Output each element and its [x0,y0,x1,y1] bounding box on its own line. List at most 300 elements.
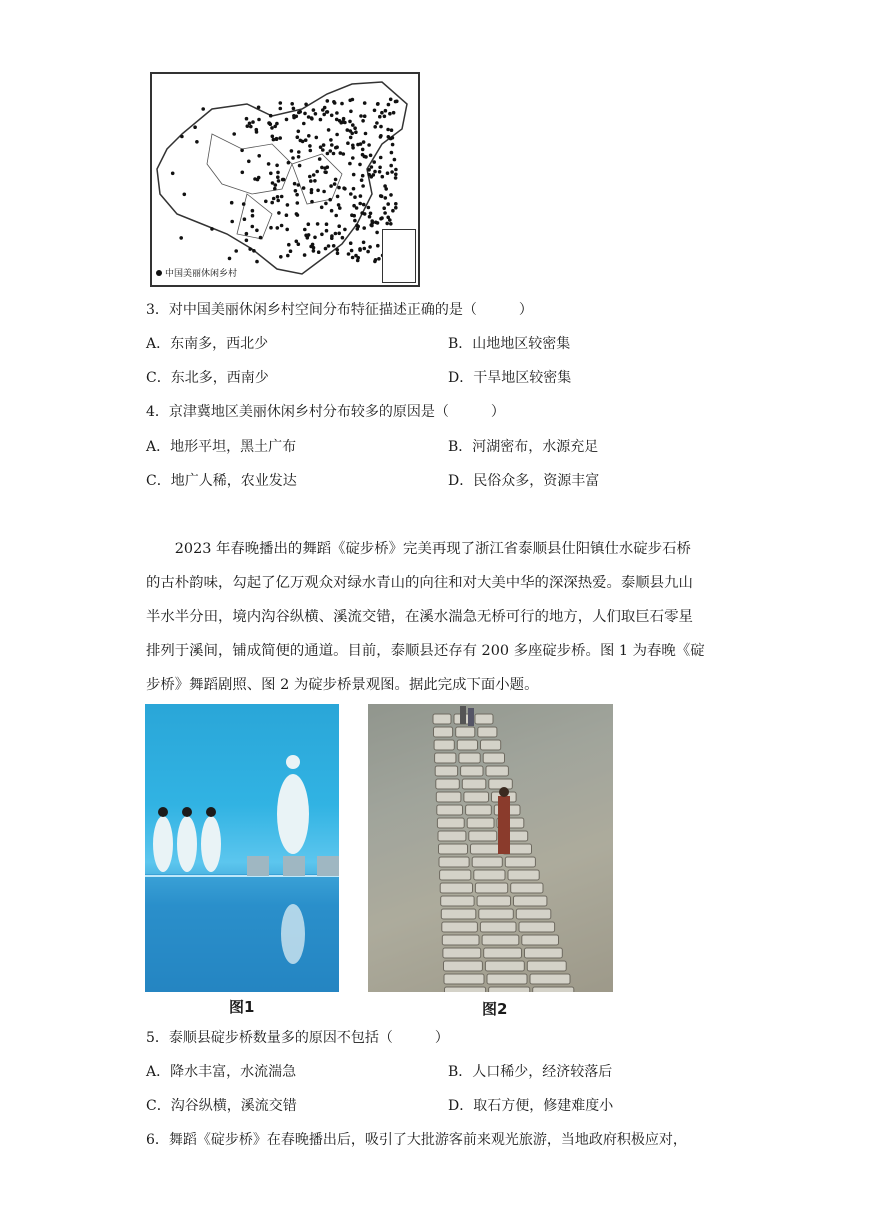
village-dot [272,138,276,142]
village-dot [297,242,301,246]
village-dot [278,136,282,140]
village-dot [366,250,370,254]
village-dot [378,170,382,174]
village-dot [326,99,330,103]
stepping-stone [485,961,524,971]
village-dot [325,222,329,226]
village-dot [335,248,339,252]
village-dot [303,253,307,257]
passage-line-1: 2023 年春晚播出的舞蹈《碇步桥》完美再现了浙江省泰顺县仕阳镇仕水碇步石桥 [146,541,691,557]
village-dot [269,226,273,230]
village-dot [352,173,356,177]
village-dot [337,224,341,228]
village-dot [394,176,398,180]
village-dot [279,101,283,105]
stepping-stone [457,740,477,750]
village-dot [317,250,321,254]
stepping-stone [466,805,492,815]
village-dot [259,236,263,240]
stepping-stone [522,935,559,945]
village-dot [251,214,255,218]
village-dot [316,189,320,193]
village-dot [303,228,307,232]
stepping-stone [459,753,480,763]
village-dot [286,254,290,258]
village-dot [312,173,316,177]
village-dot [335,133,339,137]
village-dot [383,211,387,215]
stepping-stone [516,909,551,919]
village-dot [195,140,199,144]
village-dot [275,164,279,168]
village-dot [379,194,383,198]
village-dot [388,112,392,116]
q4-option-b[interactable]: B．河湖密布，水源充足 [448,439,599,455]
passage-line-3: 半水半分田，境内沟谷纵横、溪流交错，在溪水湍急无桥可行的地方，人们取巨石零星 [146,609,693,625]
village-dot [232,132,236,136]
stepping-stone [438,831,466,841]
passage-line-5: 步桥》舞蹈剧照、图 2 为碇步桥景观图。据此完成下面小题。 [146,677,539,693]
village-dot [329,138,333,142]
q5-option-c[interactable]: C．沟谷纵横，溪流交错 [146,1098,297,1114]
passage-line-2: 的古朴韵味，勾起了亿万观众对绿水青山的向往和对大美中华的深深热爱。泰顺县九山 [146,575,693,591]
village-dot [373,109,377,113]
village-dot [295,193,299,197]
map-legend-label: 中国美丽休闲乡村 [165,269,238,279]
village-dot [389,164,393,168]
village-dot [335,111,339,115]
village-dot [276,199,280,203]
village-dot [322,143,326,147]
village-dot [375,121,379,125]
village-dot [394,202,398,206]
village-dot [307,134,311,138]
stepping-stone [489,987,530,992]
village-dot [276,171,280,175]
stepping-stone [434,740,454,750]
village-dot [332,152,336,156]
south-sea-inset [382,229,416,283]
village-dot [307,222,311,226]
village-dot [303,112,307,116]
village-dot [308,175,312,179]
figure-2-caption: 图2 [482,1000,508,1018]
village-dot [387,103,391,107]
village-dot [341,120,345,124]
village-dot [330,114,334,118]
stepping-stone [475,883,507,893]
village-dot [362,241,366,245]
village-dot [363,247,367,251]
village-dot [349,241,353,245]
village-dot [349,110,353,114]
village-dot [255,128,259,132]
stepping-stone [442,935,479,945]
village-dot [279,107,283,111]
stepping-stone [433,714,451,724]
q5-option-d[interactable]: D．取石方便，修建难度小 [448,1098,614,1114]
village-dot [321,108,325,112]
passage-line-4: 排列于溪间，铺成简便的通道。目前，泰顺县还存有 200 多座碇步桥。图 1 为春晚《碇 [146,643,705,659]
village-dot [247,160,251,164]
village-dot [334,178,338,182]
village-dot [339,151,343,155]
village-dot [318,157,322,161]
stepping-stone [471,844,500,854]
village-dot [379,156,383,160]
stepping-stone [440,883,472,893]
village-dot [276,175,280,179]
village-dot [392,111,396,115]
village-dot [382,206,386,210]
village-dot [367,143,371,147]
village-dot [350,132,354,136]
village-dot [248,122,252,126]
village-dot [325,229,329,233]
village-dot [340,102,344,106]
village-dot [285,228,289,232]
village-dot [327,244,331,248]
village-dot [249,125,253,129]
village-dot [273,187,277,191]
village-dot [363,155,367,159]
village-dot [330,236,334,240]
village-dot [310,116,314,120]
village-dot [394,206,398,210]
stepping-stone [461,766,483,776]
village-dot [390,170,394,174]
village-dot [394,100,398,104]
q3-option-d[interactable]: D．干旱地区较密集 [448,370,572,386]
question-6-stem: 6．舞蹈《碇步桥》在春晚播出后，吸引了大批游客前来观光旅游，当地政府积极应对， [146,1132,687,1148]
village-dot [316,222,320,226]
stepping-stone [489,779,513,789]
village-dot [351,156,355,160]
village-dot [245,239,249,243]
village-dot [326,110,330,114]
village-dot [373,125,377,129]
village-dot [356,259,360,263]
stepping-stone [505,857,535,867]
village-dot [241,171,245,175]
village-dot [276,195,280,199]
village-dot [248,247,252,251]
village-dot [321,148,325,152]
stepping-stone [482,935,519,945]
village-dot [361,148,365,152]
village-dot [287,243,291,247]
village-dot [356,225,360,229]
q3-option-b[interactable]: B．山地地区较密集 [448,336,571,352]
village-dot [287,161,291,165]
village-dot [377,257,381,261]
stepping-stone [464,792,489,802]
village-dot [297,155,301,159]
village-dot [330,209,334,213]
question-3-stem: 3．对中国美丽休闲乡村空间分布特征描述正确的是（ ） [146,302,533,318]
village-dot [391,209,395,213]
village-dot [272,197,276,201]
village-dot [388,218,392,222]
village-dot [304,138,308,142]
village-dot [390,128,394,132]
village-dot [354,254,358,258]
village-dot [383,115,387,119]
village-dot [294,189,298,193]
village-dot [307,233,311,237]
village-dot [312,108,316,112]
village-dot [334,232,338,236]
village-dot [389,193,393,197]
village-dot [370,219,374,223]
figure-1-dance-photo [145,704,339,992]
village-dot [315,170,319,174]
village-dot [312,249,316,253]
q4-option-d[interactable]: D．民俗众多，资源丰富 [448,473,600,489]
village-dot [361,184,365,188]
village-dot [375,231,379,235]
stepping-stone [444,974,484,984]
stepping-stone [472,857,502,867]
stepping-stone [525,948,563,958]
village-dot [295,115,299,119]
village-dot [295,212,299,216]
figure-2-bridge-photo [368,704,613,992]
map-legend [156,266,237,279]
village-dot [257,106,261,110]
village-dot [352,187,356,191]
village-dot [351,123,355,127]
village-dot [351,146,355,150]
village-dot [351,256,355,260]
q3-option-c[interactable]: C．东北多，西南少 [146,370,269,386]
village-dot [267,162,271,166]
village-dot [384,187,388,191]
village-dot [285,213,289,217]
village-dot [391,136,395,140]
village-dot [289,249,293,253]
village-dot [359,114,363,118]
village-dot [296,201,300,205]
village-dot [350,249,354,253]
village-dot [391,143,395,147]
village-dot [355,206,359,210]
village-dot [337,203,341,207]
village-dot [334,214,338,218]
village-dot [286,203,290,207]
village-dot [251,209,255,213]
q5-option-b[interactable]: B．人口稀少，经济较落后 [448,1064,613,1080]
village-dot [358,247,362,251]
village-dot [313,236,317,240]
stepping-stone [527,961,566,971]
village-dot [389,222,393,226]
village-dot [368,245,372,249]
village-dot [374,258,378,262]
village-dot [347,252,351,256]
village-dot [310,191,314,195]
q5-option-a[interactable]: A．降水丰富，水流湍急 [146,1064,297,1080]
village-dot [353,219,357,223]
village-dot [336,252,340,256]
village-dot [330,143,334,147]
village-dot [171,172,175,176]
stepping-stone [484,948,522,958]
village-dot [269,114,273,118]
stepping-stone [478,727,497,737]
village-dot [275,137,279,141]
village-dot [362,226,366,230]
village-dot [297,150,301,154]
village-dot [349,136,353,140]
village-dot [245,232,249,236]
legend-dot-icon [156,270,162,276]
stepping-stone [441,896,474,906]
village-dot [302,122,306,126]
village-dot [201,107,205,111]
village-dot [349,192,353,196]
village-dot [255,260,259,264]
village-dot [276,226,280,230]
village-dot [292,107,296,111]
village-dot [363,212,367,216]
stepping-stone [508,870,539,880]
village-dot [324,247,328,251]
village-dot [242,202,246,206]
stepping-stone [486,766,508,776]
village-dot [257,154,261,158]
village-dot [393,158,397,162]
village-dot [324,202,328,206]
village-dot [370,165,374,169]
stepping-stone [519,922,555,932]
village-dot [179,236,183,240]
village-dot [322,113,326,117]
q3-option-a[interactable]: A．东南多，西北少 [146,336,269,352]
q4-option-a[interactable]: A．地形平坦，黑土广布 [146,439,297,455]
village-dot [277,211,281,215]
village-dot [251,225,255,229]
village-dot [332,244,336,248]
stepping-stone [439,857,469,867]
village-dot [312,246,316,250]
village-dot [343,187,347,191]
stepping-stone [441,909,476,919]
stepping-stone [487,974,527,984]
village-dot [298,164,302,168]
village-dot [280,195,284,199]
village-dot [326,152,330,156]
village-dot [230,220,234,224]
q4-option-c[interactable]: C．地广人稀，农业发达 [146,473,297,489]
stepping-stone [483,753,504,763]
village-dot [343,228,347,232]
village-dot [346,141,350,145]
village-dot [257,176,261,180]
village-dot [264,200,268,204]
stepping-stone [443,948,481,958]
village-dot [333,182,337,186]
stepping-stone [445,987,486,992]
stepping-stone [434,727,453,737]
question-5-stem: 5．泰顺县碇步桥数量多的原因不包括（ ） [146,1030,449,1046]
village-dot [277,179,281,183]
village-dot [252,249,256,253]
village-dot [336,195,340,199]
village-dot [309,149,313,153]
china-map-svg [152,74,418,285]
stepping-stone [435,766,457,776]
village-dot [234,249,238,253]
village-dot [285,118,289,122]
village-dot [271,135,275,139]
village-dot [297,183,301,187]
village-dot [271,181,275,185]
village-dot [243,217,247,221]
village-dot [381,175,385,179]
village-dot [332,100,336,104]
village-dot [376,102,380,106]
village-dot [329,184,333,188]
village-dot [389,98,393,102]
village-dot [304,103,308,107]
village-dot [335,145,339,149]
village-dot [384,109,388,113]
village-dot [394,173,398,177]
village-dot [183,193,187,197]
village-dot [297,111,301,115]
stepping-stone [437,818,464,828]
village-dot [341,236,345,240]
stepping-stone [440,870,471,880]
village-dot [268,121,272,125]
village-dot [362,140,366,144]
village-dot [394,168,398,172]
village-dot [359,142,363,146]
stepping-stone [511,883,543,893]
village-dot [372,160,376,164]
village-dot [359,194,363,198]
stepping-stone [477,896,510,906]
village-dot [386,128,390,132]
village-dot [361,119,365,123]
village-dot [270,126,274,130]
stepping-stone [479,909,514,919]
village-dot [379,125,383,129]
village-dot [230,201,234,205]
stepping-stone [444,961,483,971]
village-dot [180,135,184,139]
village-dot [314,112,318,116]
village-dot [275,122,279,126]
village-dot [293,182,297,186]
village-dot [367,168,371,172]
village-dot [390,151,394,155]
figure-1-caption: 图1 [229,998,255,1016]
village-dot [338,206,342,210]
stepping-stone [533,987,574,992]
village-dot [327,128,331,132]
village-dot [315,136,319,140]
village-dot [280,224,284,228]
village-dot [319,145,323,149]
village-dot [269,172,273,176]
stepping-stone [462,779,486,789]
stepping-stone [480,922,516,932]
stepping-stone [439,844,468,854]
village-dot [368,215,372,219]
village-dot [361,174,365,178]
